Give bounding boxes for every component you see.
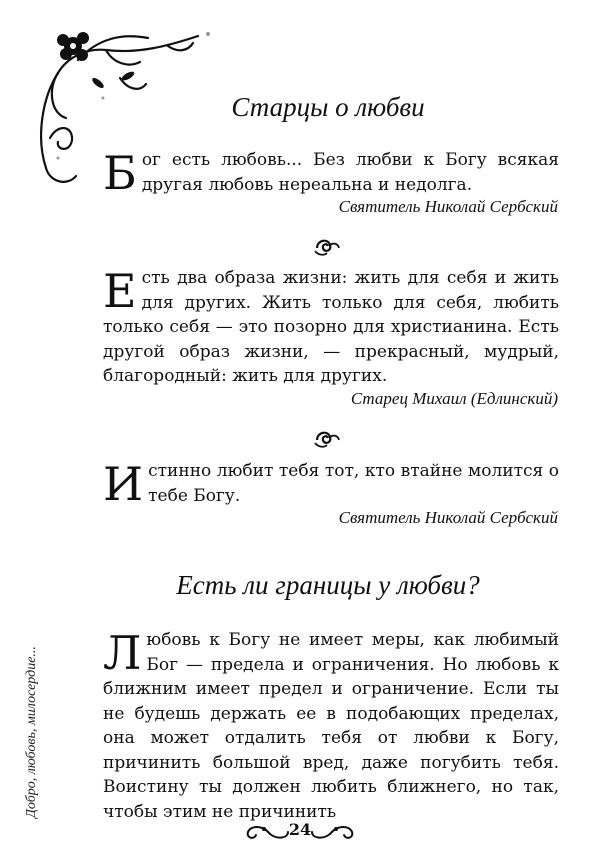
quote-text: сть два образа жизни: жить для себя и жить для других. Жить только для себя, любить только себя — это позорно для христианина. Есть другой образ жизни, — прекрасный, мудрый, благородный: жить для других. bbox=[103, 268, 559, 386]
body-text: юбовь к Богу не имеет меры, как любимый Бог — предела и ограничения. Но любовь к ближним имеет предел и ограничение. Если ты не будешь держать ее в подобающих пределах, она может отдалить тебя от любви к Богу, причинить большой вред, даже погубить тебя. Воистину ты должен любить ближнего, но так, чтобы этим не причинить bbox=[103, 630, 559, 822]
separator-ornament-icon bbox=[312, 236, 342, 258]
quote-author: Святитель Николай Сербский bbox=[338, 508, 558, 527]
quote-paragraph bbox=[103, 266, 559, 389]
drop-cap: Е bbox=[103, 264, 137, 318]
drop-cap: Л bbox=[103, 626, 142, 680]
body-paragraph bbox=[103, 628, 559, 824]
quote-paragraph bbox=[103, 146, 559, 200]
book-title-vertical: Добро, любовь, милосердие... bbox=[24, 646, 39, 818]
quote-text: ог есть любовь... Без любви к Богу всякая другая любовь нереальна и недолга. bbox=[141, 150, 559, 195]
separator-ornament-icon bbox=[312, 428, 342, 450]
page-number: 24 bbox=[288, 820, 312, 839]
quote-paragraph bbox=[103, 457, 559, 511]
quote-text: стинно любит тебя тот, кто втайне молится о тебе Богу. bbox=[148, 461, 559, 506]
quote-author: Святитель Николай Сербский bbox=[338, 197, 558, 216]
drop-cap: И bbox=[103, 457, 144, 511]
section-heading-love-limits: Есть ли границы у любви? bbox=[176, 570, 480, 600]
quote-author: Старец Михаил (Едлинский) bbox=[350, 389, 558, 408]
section-heading-elders: Старцы о любви bbox=[231, 92, 425, 122]
drop-cap: Б bbox=[103, 146, 137, 200]
